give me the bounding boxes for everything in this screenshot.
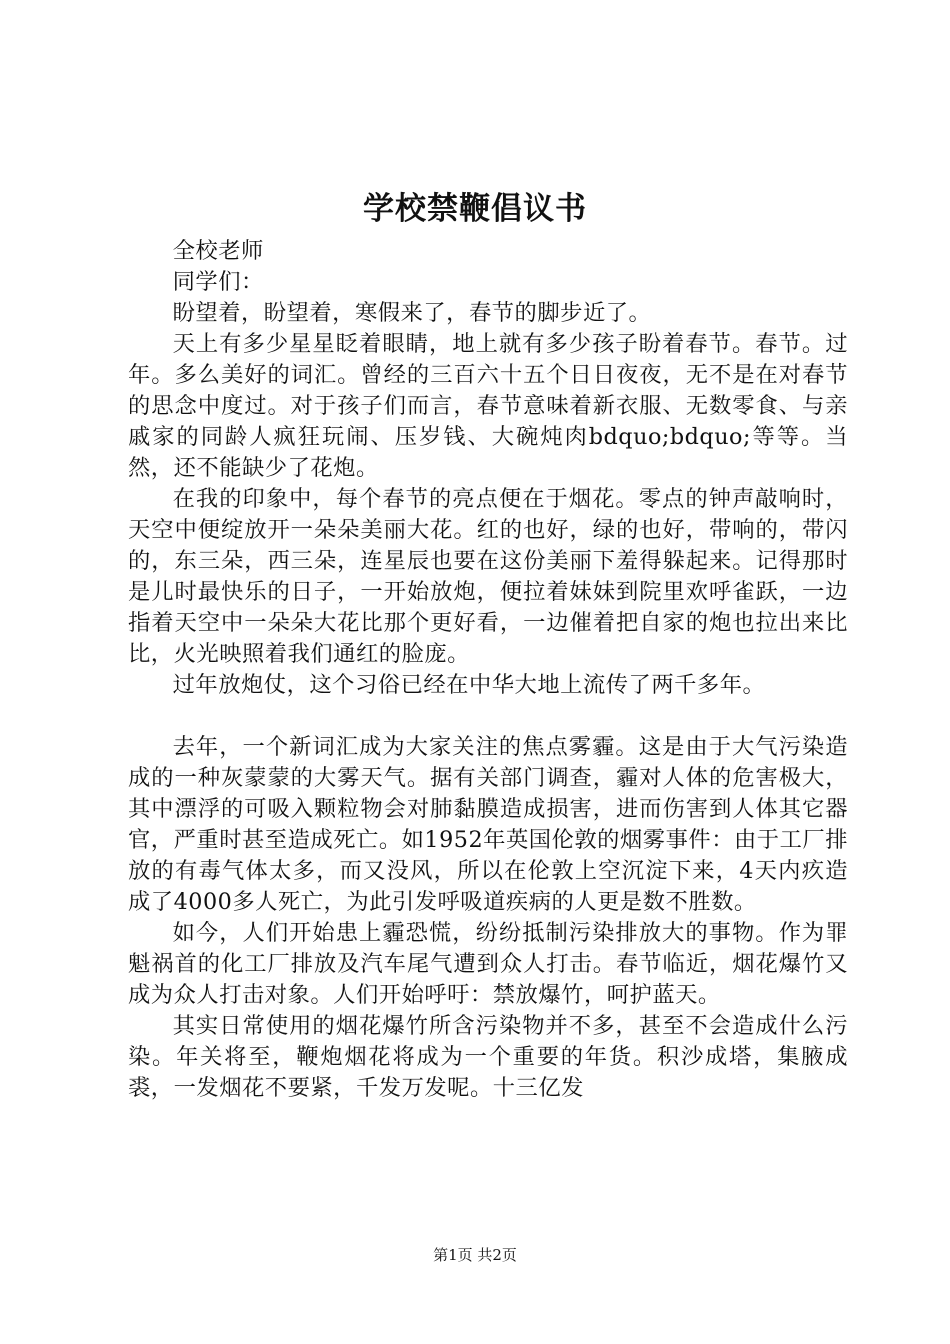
paragraph-spacer — [128, 701, 848, 732]
salutation-line-1: 全校老师 — [172, 238, 264, 264]
paragraph: 天上有多少星星眨着眼睛，地上就有多少孩子盼着春节。春节。过年。多么美好的词汇。曾经的三百六十五个日日夜夜，无不是在对春节的思念中度过。对于孩子们而言，春节意味着新衣服、无数零食、与亲戚家的同龄人疯狂玩闹、压岁钱、大碗炖肉bdquo;bdquo;等等。当然，还不能缺少了花炮。 — [128, 331, 848, 481]
paragraph: 在我的印象中，每个春节的亮点便在于烟花。零点的钟声敲响时，天空中便绽放开一朵朵美丽大花。红的也好，绿的也好，带响的，带闪的，东三朵，西三朵，连星辰也要在这份美丽下羞得躲起来。记得那时是儿时最快乐的日子，一开始放炮，便拉着妹妹到院里欢呼雀跃，一边指着天空中一朵朵大花比那个更好看，一边催着把自家的炮也拉出来比比，火光映照着我们通红的脸庞。 — [128, 486, 848, 667]
paragraph: 盼望着，盼望着，寒假来了，春节的脚步近了。 — [172, 300, 652, 326]
paragraph: 去年，一个新词汇成为大家关注的焦点雾霾。这是由于大气污染造成的一种灰蒙蒙的大雾天气。据有关部门调查，霾对人体的危害极大，其中漂浮的可吸入颗粒物会对肺黏膜造成损害，进而伤害到人体其它器官，严重时甚至造成死亡。如1952年英国伦敦的烟雾事件：由于工厂排放的有毒气体太多，而又没风，所以在伦敦上空沉淀下来，4天内疚造成了4000多人死亡，为此引发呼吸道疾病的人更是数不胜数。 — [128, 734, 848, 915]
paragraph: 其实日常使用的烟花爆竹所含污染物并不多，甚至不会造成什么污染。年关将至，鞭炮烟花将成为一个重要的年货。积沙成塔，集腋成裘，一发烟花不要紧，千发万发呢。十三亿发 — [128, 1013, 848, 1101]
page-number-footer: 第1页 共2页 — [433, 1246, 517, 1264]
salutation-line-2: 同学们： — [172, 269, 264, 295]
paragraph: 如今，人们开始患上霾恐慌，纷纷抵制污染排放大的事物。作为罪魁祸首的化工厂排放及汽车尾气遭到众人打击。春节临近，烟花爆竹又成为众人打击对象。人们开始呼吁：禁放爆竹，呵护蓝天。 — [128, 920, 848, 1008]
paragraph: 过年放炮仗，这个习俗已经在中华大地上流传了两千多年。 — [172, 672, 766, 698]
document-title: 学校禁鞭倡议书 — [363, 191, 587, 227]
document-body — [128, 236, 848, 1104]
